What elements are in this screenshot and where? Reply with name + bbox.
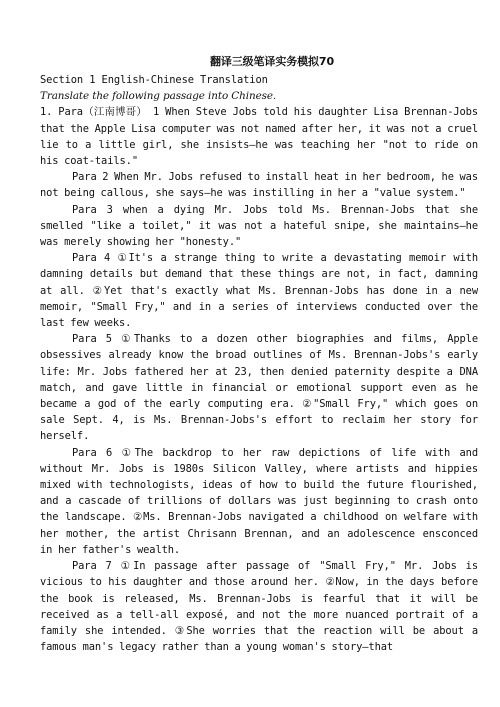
paragraph-2: Para 2 When Mr. Jobs refused to install heat in her bedroom, he was not being callous, she says—he was instilling in her a "value system." [40, 171, 478, 200]
paragraph-1: 1. Para（江南博哥） 1 When Steve Jobs told his daughter Lisa Brennan-Jobs that the Apple Lisa computer was not named after her, it was not a cruel lie to a little girl, she insists—he was teaching her "not to ride on his coat-tails." [40, 106, 478, 168]
paragraph-7: Para 7 ①In passage after passage of "Small Fry," Mr. Jobs is vicious to his daughter and those around her. ②Now, in the days before the book is released, Ms. Brennan-Jobs is fearful that it will be received as a tell-all exposé, and not the more nuanced portrait of a family she intended. ③She worries that the reaction will be about a famous man's legacy rather than a young woman's story—that [40, 560, 478, 654]
paragraph-3: Para 3 when a dying Mr. Jobs told Ms. Brennan-Jobs that she smelled "like a toilet," it was not a hateful snipe, she maintains—he was merely showing her "honesty." [40, 203, 478, 249]
document-title: 翻译三级笔译实务模拟70 [209, 55, 335, 68]
paragraph-4: Para 4 ①It's a strange thing to write a devastating memoir with damning details but demand that these things are not, in fact, damning at all. ②Yet that's exactly what Ms. Brennan-Jobs has done in a new memoir, "Small Fry," and in a series of interviews conducted over the last few weeks. [40, 252, 478, 330]
instruction-text: Translate the following passage into Chinese. [40, 90, 277, 103]
section-heading: Section 1 English-Chinese Translation [40, 74, 268, 86]
document-page [40, 54, 478, 655]
paragraph-6: Para 6 ①The backdrop to her raw depictions of life with and without Mr. Jobs is 1980s Silicon Valley, where artists and hippies mixed with technologists, ideas of how to build the future flourished, and a cascade of trillions of dollars was just beginning to crash onto the landscape. ②Ms. Brennan-Jobs navigated a childhood on welfare with her mother, the artist Chrisann Brennan, and an adolescence ensconced in her father's wealth. [40, 446, 478, 556]
paragraph-5: Para 5 ①Thanks to a dozen other biographies and films, Apple obsessives already know the broad outlines of Ms. Brennan-Jobs's early life: Mr. Jobs fathered her at 23, then denied paternity despite a DNA match, and gave little in financial or emotional support even as he became a god of the early computing era. ②"Small Fry," which goes on sale Sept. 4, is Ms. Brennan-Jobs's effort to reclaim her story for herself. [40, 333, 478, 443]
